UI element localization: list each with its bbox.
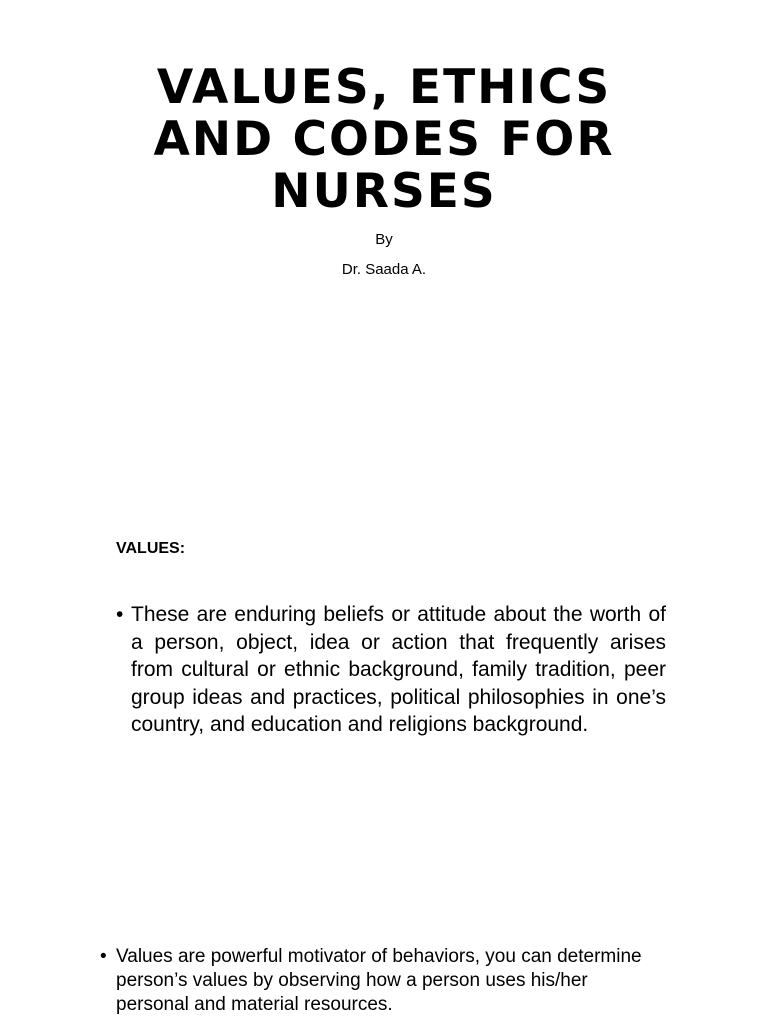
values-heading: VALUES: xyxy=(116,540,186,557)
values-definition-bullet xyxy=(116,601,666,739)
title-line-3: NURSES xyxy=(271,164,497,219)
values-motivator-text: Values are powerful motivator of behaviors, you can determine person’s values by observing how a person uses his/her personal and material resources. xyxy=(116,946,642,1015)
values-definition-text: These are enduring beliefs or attitude about the worth of a person, object, idea or action that frequently arises from cultural or ethnic background, family tradition, peer group ideas and practices, political philosophies in one’s country, and education and religions background. xyxy=(131,603,666,736)
document-title xyxy=(0,62,768,218)
author-name: Dr. Saada A. xyxy=(341,261,427,278)
values-motivator-bullet xyxy=(100,945,660,1017)
title-line-1: VALUES, ETHICS xyxy=(156,60,612,115)
bullet-icon: • xyxy=(100,946,107,967)
by-label: By xyxy=(375,231,393,248)
title-line-2: AND CODES FOR xyxy=(153,112,615,167)
bullet-icon: • xyxy=(116,603,124,626)
